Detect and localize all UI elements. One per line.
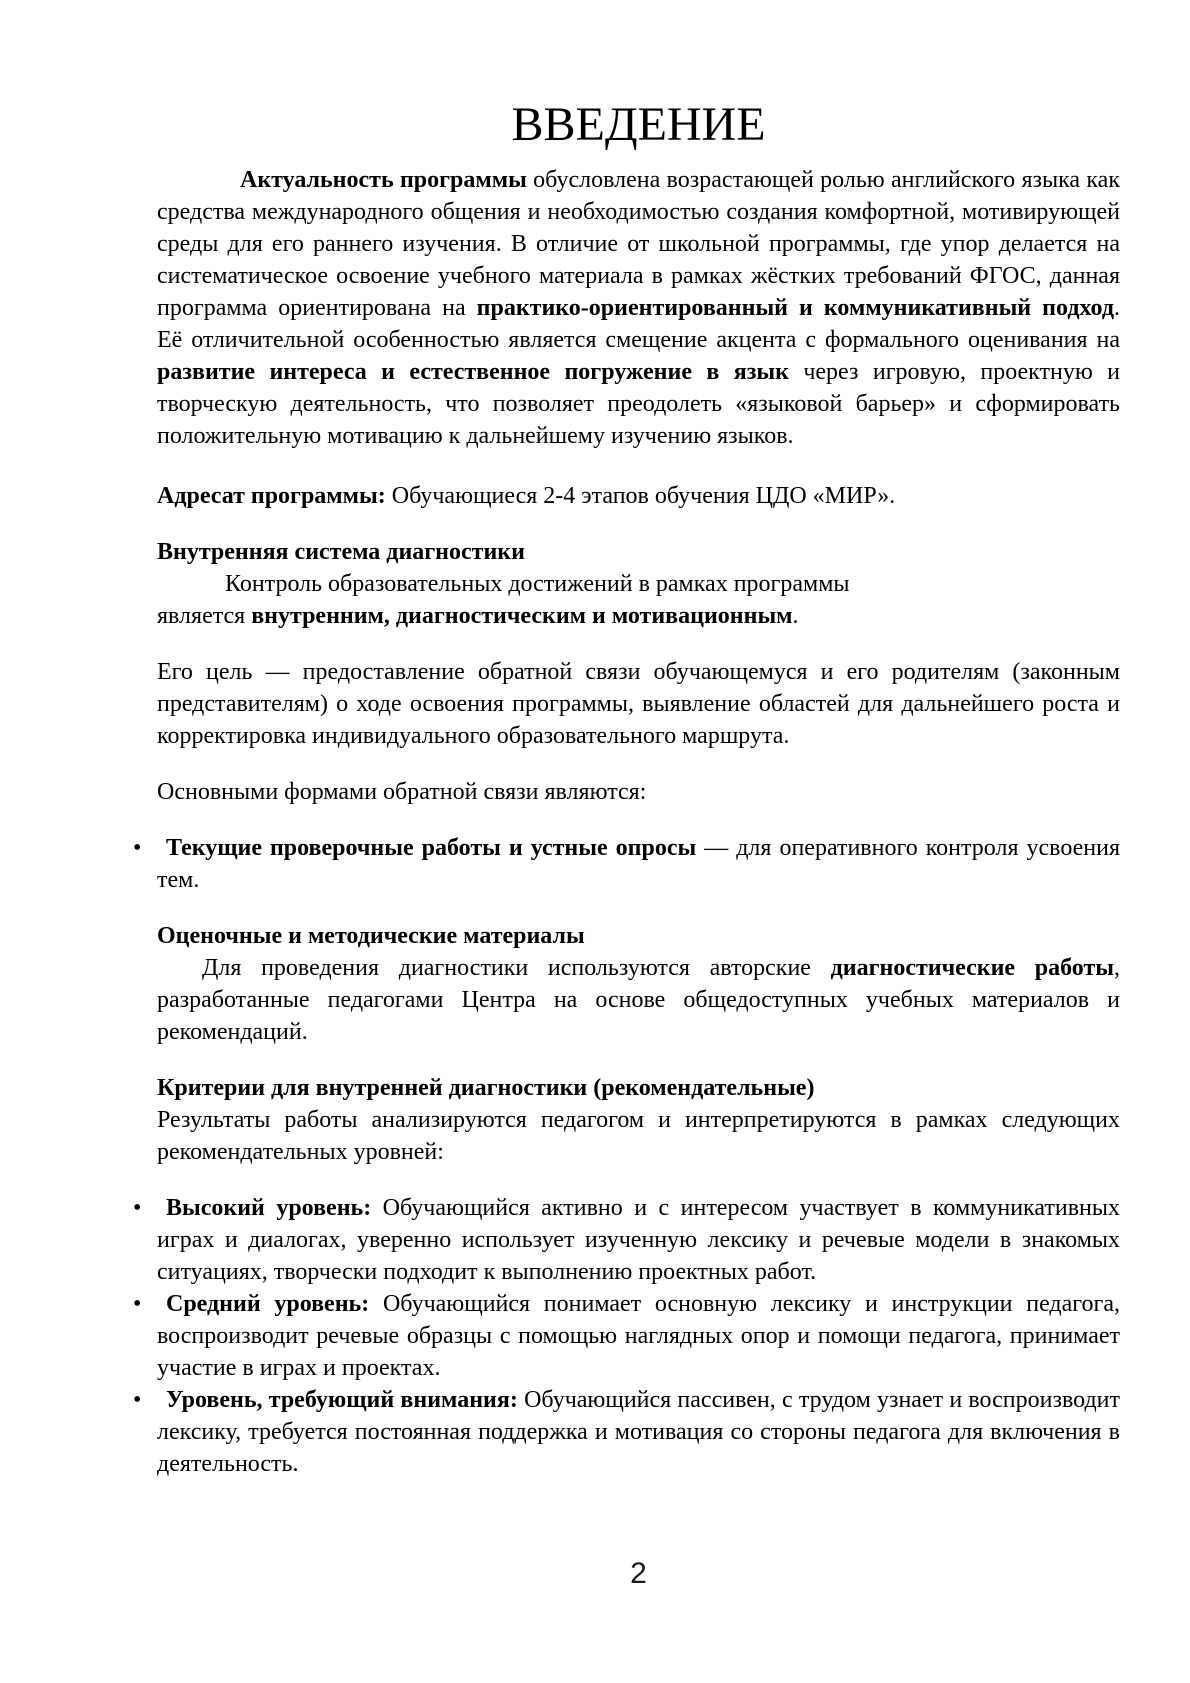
- list-item-text: Средний уровень: Обучающийся понимает основную лексику и инструкции педагога, воспроизводит речевые образцы с помощью наглядных опор и помощи педагога, принимает участие в играх и проектах.: [157, 1291, 1121, 1381]
- list-item: [133, 1192, 1120, 1288]
- forms-list: [133, 832, 1120, 896]
- list-item: [133, 832, 1120, 896]
- paragraph-addressee: Адресат программы: Обучающиеся 2-4 этапов обучения ЦДО «МИР».: [157, 483, 896, 509]
- bullet-icon: •: [133, 1291, 142, 1317]
- list-item-text: Текущие проверочные работы и устные опросы — для оперативного контроля усвоения тем.: [157, 835, 1120, 893]
- bullet-icon: •: [133, 835, 142, 861]
- heading-criteria: Критерии для внутренней диагностики (рекомендательные): [157, 1075, 815, 1101]
- list-item-text: Уровень, требующий внимания: Обучающийся пассивен, с трудом узнает и воспроизводит лексику, требуется постоянная поддержка и мотивация со стороны педагога для включения в деятельность.: [157, 1387, 1120, 1477]
- list-item-text: Высокий уровень: Обучающийся активно и с интересом участвует в коммуникативных играх и диалогах, уверенно использует изученную лексику и речевые модели в знакомых ситуациях, творчески подходит к выполнению проектных работ.: [157, 1195, 1120, 1285]
- list-item: [133, 1288, 1121, 1384]
- paragraph-criteria-intro: Результаты работы анализируются педагогом и интерпретируются в рамках следующих рекомендательных уровней:: [157, 1107, 1120, 1165]
- paragraph-control: Контроль образовательных достижений в рамках программы является внутренним, диагностическим и мотивационным.: [157, 571, 850, 629]
- list-item: [133, 1384, 1120, 1480]
- bullet-icon: •: [133, 1195, 142, 1221]
- levels-list: [133, 1192, 1121, 1480]
- paragraph-forms-intro: Основными формами обратной связи являются:: [157, 779, 647, 805]
- page-title: ВВЕДЕНИЕ: [511, 98, 766, 151]
- heading-materials: Оценочные и методические материалы: [157, 923, 585, 949]
- heading-internal-diagnostics: Внутренняя система диагностики: [157, 539, 525, 565]
- paragraph-materials: Для проведения диагностики используются авторские диагностические работы, разработанные педагогами Центра на основе общедоступных учебных материалов и рекомендаций.: [157, 955, 1120, 1045]
- document-body: [133, 98, 1121, 1504]
- page-number: 2: [630, 1557, 647, 1590]
- paragraph-goal: Его цель — предоставление обратной связи обучающемуся и его родителям (законным представителям) о ходе освоения программы, выявление областей для дальнейшего роста и корректировка индивидуального образовательного маршрута.: [157, 659, 1120, 749]
- paragraph-intro: Актуальность программы обусловлена возрастающей ролью английского языка как средства международного общения и необходимостью создания комфортной, мотивирующей среды для его раннего изучения. В отличие от школьной программы, где упор делается на систематическое освоение учебного материала в рамках жёстких требований ФГОС, данная программа ориентирована на практико-ориентированный и коммуникативный подход. Её отличительной особенностью является смещение акцента с формального оценивания на развитие интереса и естественное погружение в язык через игровую, проектную и творческую деятельность, что позволяет преодолеть «языковой барьер» и сформировать положительную мотивацию к дальнейшему изучению языков.: [157, 167, 1121, 449]
- bullet-icon: •: [133, 1387, 142, 1413]
